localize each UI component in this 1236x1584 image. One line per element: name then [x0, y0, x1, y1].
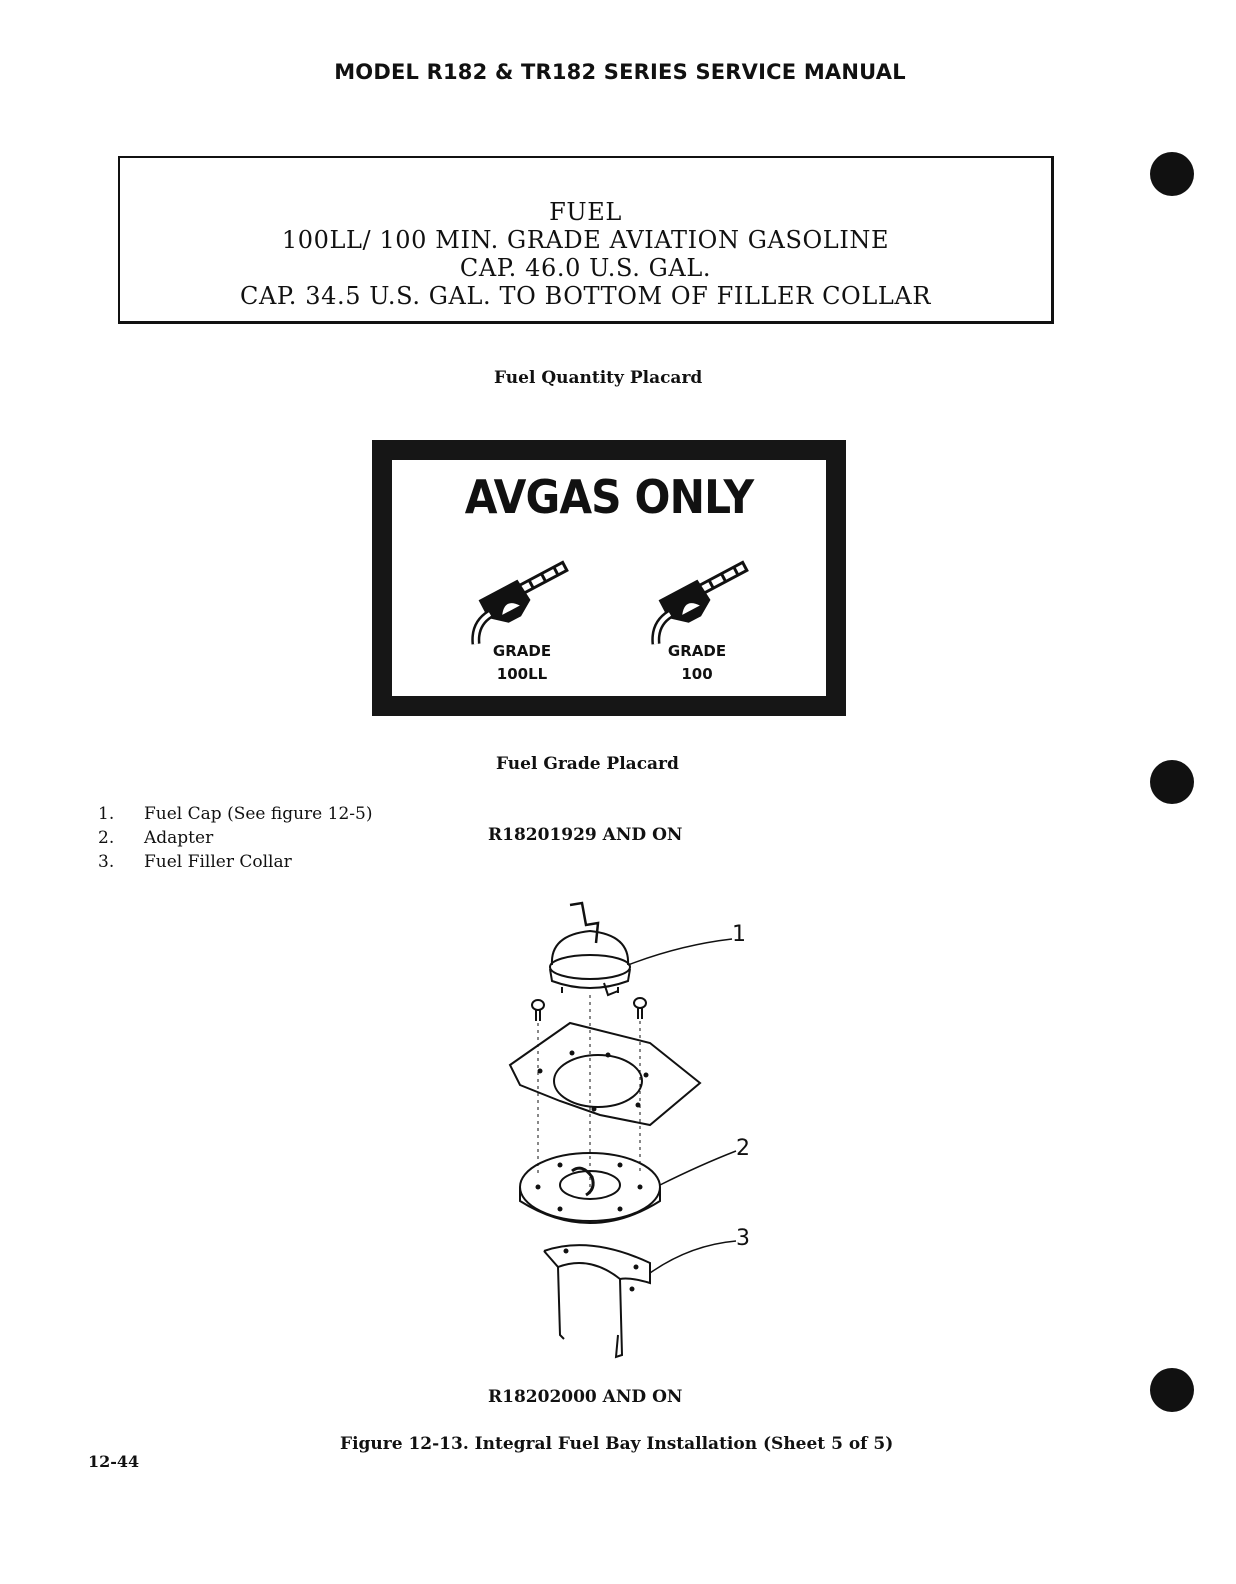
fuel-quantity-placard-caption: Fuel Quantity Placard [494, 368, 703, 388]
fuel-filler-collar-part [544, 1245, 650, 1357]
legend-item [98, 850, 372, 874]
legend-text: Fuel Cap (See figure 12-5) [144, 804, 373, 824]
placard-line: FUEL [549, 198, 622, 226]
effectivity-serial-bottom: R18202000 AND ON [488, 1387, 683, 1407]
fuel-grade-placard-caption: Fuel Grade Placard [496, 754, 679, 774]
grade-label-100 [642, 640, 752, 686]
screw-part [532, 998, 646, 1021]
placard-line: 100LL/ 100 MIN. GRADE AVIATION GASOLINE [281, 226, 890, 254]
callout-label: 2 [736, 1136, 750, 1161]
legend-item [98, 826, 372, 850]
fuel-nozzle-icon [642, 556, 762, 646]
fuel-nozzle-icon [462, 556, 582, 646]
grade-label: GRADE [667, 642, 727, 660]
legend-text: Fuel Filler Collar [144, 852, 292, 872]
binder-hole-marker [1150, 152, 1194, 196]
legend-number: 3. [98, 852, 115, 872]
manual-header-title: MODEL R182 & TR182 SERIES SERVICE MANUAL [334, 60, 906, 84]
fuel-cap-part [550, 903, 630, 995]
callout-label: 1 [732, 922, 746, 947]
legend-text: Adapter [144, 828, 214, 848]
grade-value: 100LL [496, 665, 548, 683]
placard-line: CAP. 46.0 U.S. GAL. [459, 254, 712, 282]
effectivity-serial-top: R18201929 AND ON [488, 825, 683, 845]
figure-caption: Figure 12-13. Integral Fuel Bay Installation (Sheet 5 of 5) [340, 1434, 894, 1454]
parts-legend [98, 802, 372, 874]
legend-item [98, 802, 372, 826]
avgas-only-title: AVGAS ONLY [464, 470, 754, 524]
page-number: 12-44 [88, 1452, 140, 1471]
grade-label-100ll [467, 640, 577, 686]
placard-line: CAP. 34.5 U.S. GAL. TO BOTTOM OF FILLER COLLAR [239, 282, 931, 310]
legend-number: 2. [98, 828, 115, 848]
fuel-quantity-placard [118, 156, 1054, 324]
fuel-bay-exploded-diagram [500, 895, 780, 1375]
grade-value: 100 [681, 665, 713, 683]
callout-label: 3 [736, 1226, 750, 1251]
binder-hole-marker [1150, 1368, 1194, 1412]
legend-number: 1. [98, 804, 115, 824]
binder-hole-marker [1150, 760, 1194, 804]
grade-label: GRADE [492, 642, 552, 660]
fuel-grade-placard [372, 440, 846, 716]
